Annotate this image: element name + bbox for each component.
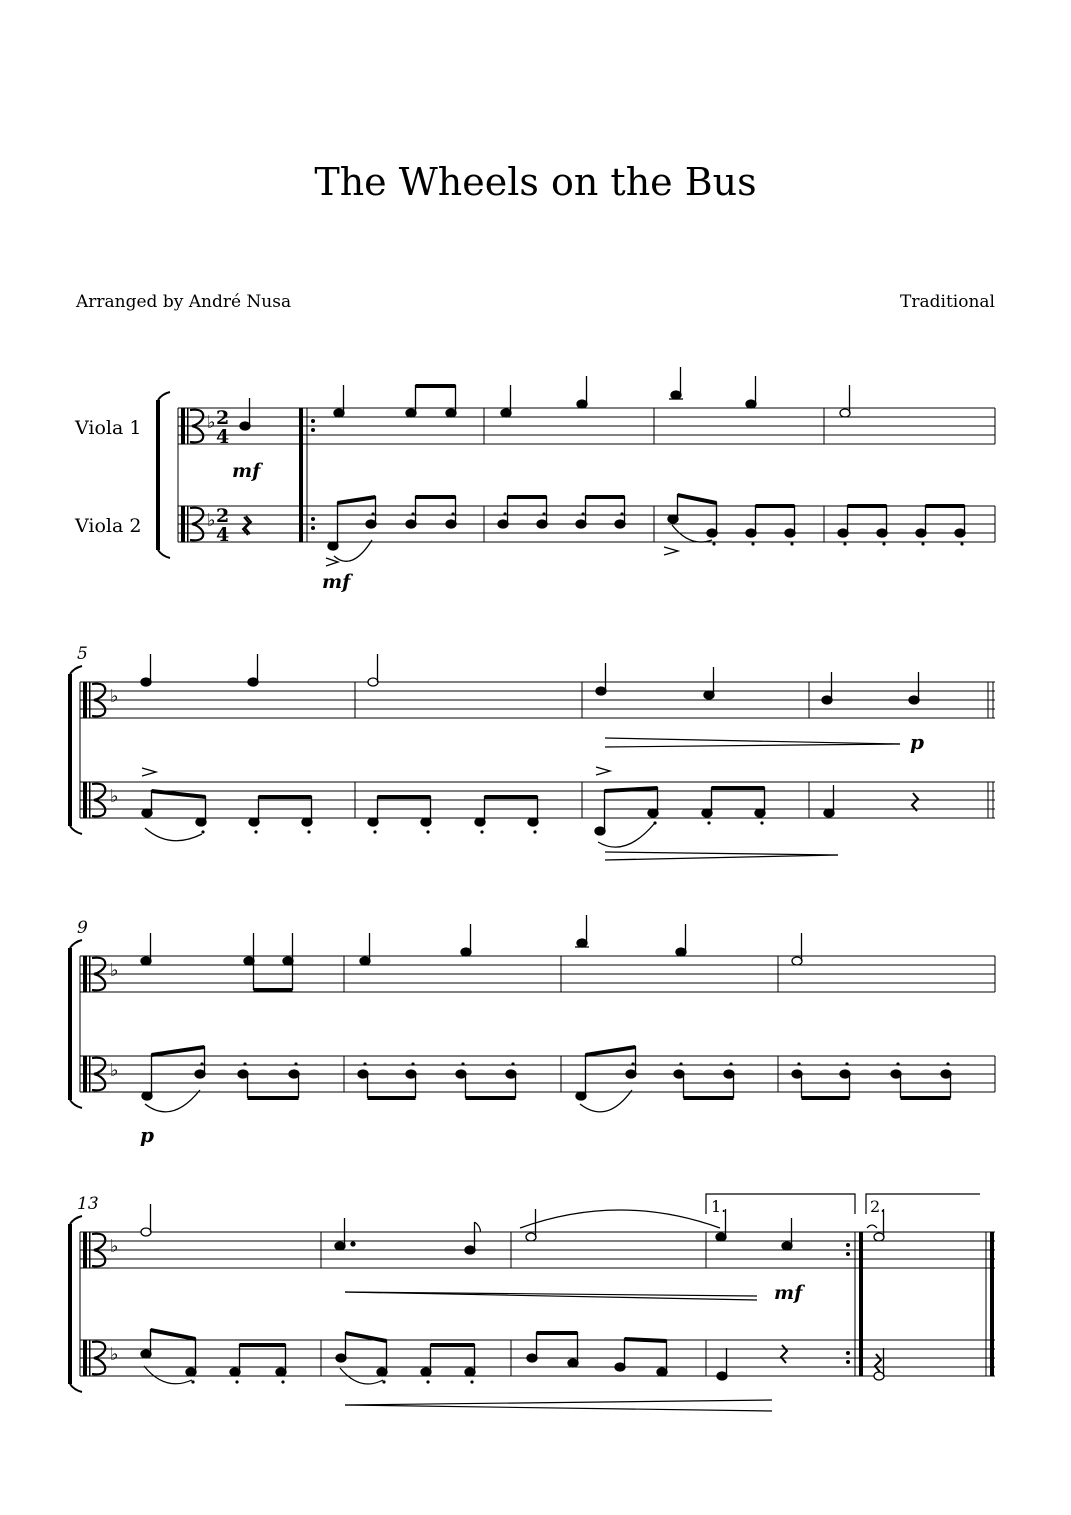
flat-key-signature-icon (110, 1236, 119, 1365)
flat-key-signature-icon (110, 686, 119, 807)
measure-number-5: 5 (77, 644, 88, 664)
dynamic-p: p (910, 730, 924, 754)
volta-brackets (706, 1194, 980, 1214)
alto-clef-icon (83, 1232, 105, 1376)
measure-number-13: 13 (77, 1194, 99, 1214)
viola-1-notes-system-2 (141, 654, 919, 704)
system-1 (158, 392, 995, 558)
svg-text:♭: ♭ (110, 960, 119, 981)
diminuendo-hairpin (605, 738, 900, 747)
alto-clef-icon (83, 682, 105, 818)
svg-text:♭: ♭ (207, 412, 216, 433)
svg-text:2: 2 (216, 407, 230, 429)
composer-credit: Traditional (900, 292, 995, 312)
flat-key-signature-icon (207, 412, 216, 531)
svg-text:♭: ♭ (110, 1236, 119, 1257)
svg-text:4: 4 (216, 426, 230, 448)
measure-number-9: 9 (77, 918, 88, 938)
alto-clef-icon (83, 956, 105, 1092)
slurs-accents-system-2 (142, 767, 838, 860)
flat-key-signature-icon (110, 960, 119, 1081)
viola-1-notes-system-4 (141, 1204, 884, 1254)
svg-text:2: 2 (216, 505, 230, 527)
instrument-name-viola-2: Viola 2 (75, 515, 142, 537)
viola-1-notes-system-1 (240, 367, 850, 430)
dynamic-p: p (140, 1123, 154, 1147)
system-2 (70, 666, 995, 834)
svg-text:♭: ♭ (207, 510, 216, 531)
dynamic-mf: mf (322, 571, 351, 593)
system-3 (70, 940, 995, 1108)
piece-title: The Wheels on the Bus (314, 160, 757, 204)
system-4 (70, 1216, 995, 1392)
slurs-system-3 (145, 1090, 632, 1112)
instrument-name-viola-1: Viola 1 (75, 417, 142, 439)
svg-text:♭: ♭ (110, 1060, 119, 1081)
volta-first-ending: 1. (711, 1197, 727, 1216)
volta-second-ending: 2. (870, 1197, 886, 1216)
svg-text:♭: ♭ (110, 686, 119, 707)
svg-text:4: 4 (216, 524, 230, 546)
svg-text:♭: ♭ (110, 1344, 119, 1365)
viola-1-notes-system-3 (141, 915, 802, 990)
arranger-credit: Arranged by André Nusa (76, 292, 292, 312)
viola-2-notes-system-4 (141, 1329, 884, 1380)
alto-clef-icon (181, 408, 203, 542)
svg-text:♭: ♭ (110, 786, 119, 807)
dynamic-mf: mf (774, 1282, 803, 1304)
dynamic-mf: mf (232, 460, 261, 482)
repeat-end-dots (846, 1243, 850, 1364)
repeat-start-dots (311, 419, 315, 530)
time-signature (216, 407, 229, 546)
viola-2-notes-system-2 (142, 785, 918, 835)
